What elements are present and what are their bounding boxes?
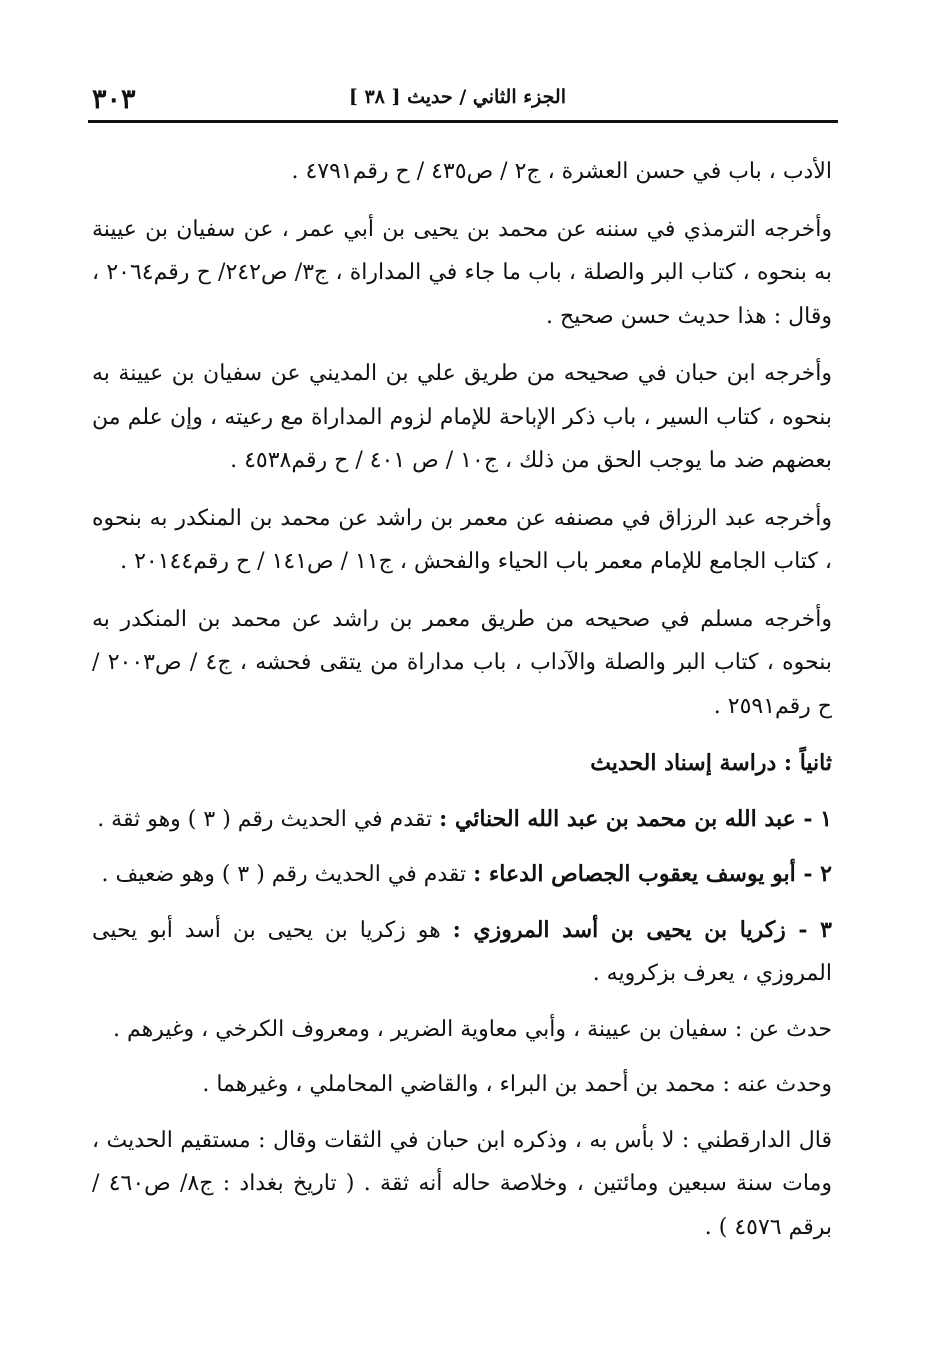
narrator-2-note: تقدم في الحديث رقم ( ٣ ) وهو ضعيف .	[101, 862, 474, 887]
page-body	[92, 150, 832, 1261]
narrator-1	[92, 798, 832, 842]
narrator-3	[92, 909, 832, 996]
narrator-1-name: ١ - عبد الله بن محمد بن عبد الله الحنائي :	[439, 805, 832, 832]
section-heading: ثانياً : دراسة إسناد الحديث	[590, 750, 832, 776]
narrator-2	[92, 853, 832, 897]
paragraph-3: وأخرجه ابن حبان في صحيحه من طريق علي بن المديني عن سفيان بن عيينة به بنحوه ، كتاب السير ، باب ذكر الإباحة للإمام لزوم المداراة مع رعيته ، وإن علم من بعضهم ضد ما يوجب الحق من ذلك ، ج١٠ / ص ٤٠١ / ح رقم٤٥٣٨ .	[92, 361, 832, 473]
narrator-1-note: تقدم في الحديث رقم ( ٣ ) وهو ثقة .	[97, 806, 440, 832]
paragraph-1: الأدب ، باب في حسن العشرة ، ج٢ / ص٤٣٥ / ح رقم٤٧٩١ .	[291, 159, 832, 184]
narrator-2-name: ٢ - أبو يوسف يعقوب الجصاص الدعاء :	[473, 861, 832, 887]
detail-heard-from: حدث عن : سفيان بن عيينة ، وأبي معاوية الضرير ، ومعروف الكرخي ، وغيرهم .	[112, 1016, 832, 1042]
running-head: الجزء الثاني / حديث [ ٣٨ ]	[348, 86, 566, 108]
page-header	[88, 70, 838, 120]
narrator-3-note: هو زكريا بن يحيى بن أسد أبو يحيى المروزي ، يعرف بزكرويه .	[92, 917, 832, 986]
narrator-3-name: ٣ - زكريا بن يحيى بن أسد المروزي :	[452, 916, 832, 943]
detail-assessment: قال الدارقطني : لا بأس به ، وذكره ابن حبان في الثقات وقال : مستقيم الحديث ، ومات سنة سبعين ومائتين ، وخلاصة حاله أنه ثقة . ( تاريخ بغداد : ج٨/ ص٤٦٠ / برقم ٤٥٧٦ ) .	[92, 1127, 832, 1240]
detail-narrated-by: وحدث عنه : محمد بن أحمد بن البراء ، والقاضي المحاملي ، وغيرهما .	[202, 1072, 832, 1097]
paragraph-5: وأخرجه مسلم في صحيحه من طريق معمر بن راشد عن محمد بن المنكدر به بنحوه ، كتاب البر والصلة والآداب ، باب مداراة من يتقى فحشه ، ج٤ / ص٢٠٠٣ / ح رقم٢٥٩١ .	[92, 606, 833, 719]
page-number: ٣٠٣	[92, 84, 136, 115]
paragraph-2: وأخرجه الترمذي في سننه عن محمد بن يحيى بن أبي عمر ، عن سفيان بن عيينة به بنحوه ، كتاب البر والصلة ، باب ما جاء في المداراة ، ج٣/ ص٢٤٢/ ح رقم٢٠٦٤ ، وقال : هذا حديث حسن صحيح .	[92, 216, 833, 329]
paragraph-4: وأخرجه عبد الرزاق في مصنفه عن معمر بن راشد عن محمد بن المنكدر به بنحوه ، كتاب الجامع للإمام معمر باب الحياء والفحش ، ج١١ / ص١٤١ / ح رقم٢٠١٤٤ .	[92, 505, 832, 574]
header-rule	[88, 120, 838, 123]
